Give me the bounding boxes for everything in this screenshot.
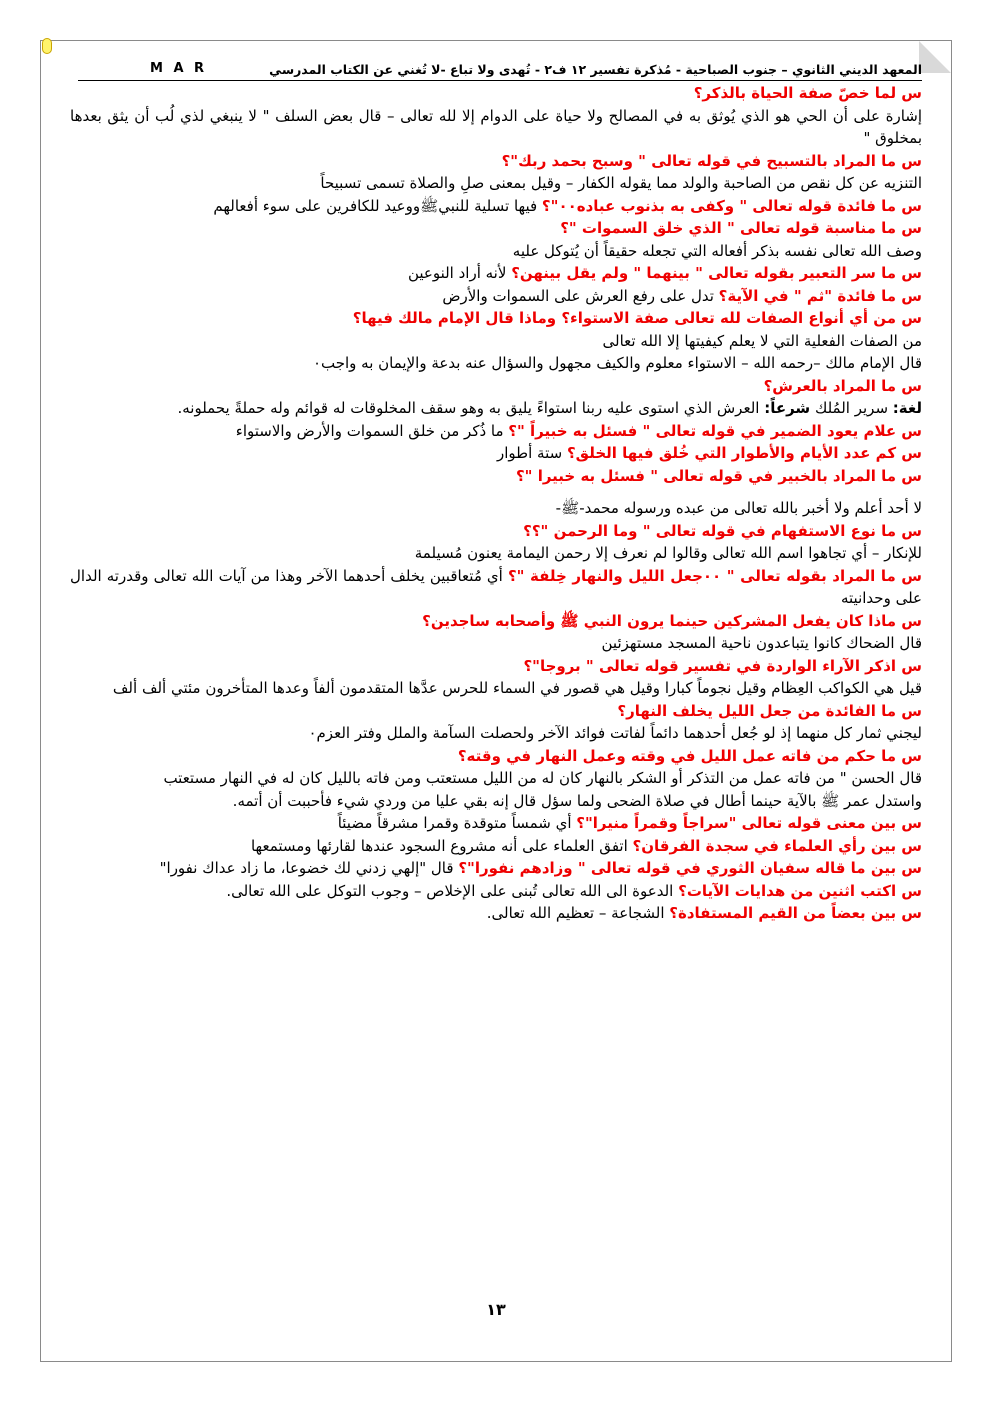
question: س ما نوع الاستفهام في قوله تعالى " وما الرحمن "؟؟ — [523, 521, 922, 540]
answer-continued: قال الإمام مالك –رحمه الله – الاستواء معلوم والكيف مجهول والسؤال عنه بدعة والإيمان به واجب٠ — [312, 354, 922, 372]
question: س ما فائدة "ثم " في الآية؟ — [718, 286, 922, 305]
answer: للإنكار – أي تجاهوا اسم الله تعالى وقالوا لم نعرف إلا رحمن اليمامة يعنون مُسيلمة — [414, 544, 922, 562]
answer: إشارة على أن الحي هو الذي يُوثق به في المصالح ولا حياة على الدوام إلا لله تعالى – قال بعض السلف " لا ينبغي لذي لُب أن يثق بعدها بمخلوق " — [70, 106, 922, 147]
answer: قيل هي الكواكب العِظام وقيل نجوماً كبارا وقيل هي قصور في السماء للحرس عدَّها المتقدمون ألفاً وعدها المتأخرون مئتي ألف ألف — [112, 679, 922, 697]
question: س لما خصّ صفة الحياة بالذكر؟ — [693, 84, 922, 102]
qa-row — [70, 835, 922, 858]
answer: أي مُتعاقبين يخلف أحدهما الآخر وهذا من آيات الله تعالى وقدرته الدال على وحدانيته — [70, 566, 922, 607]
answer: الدعوة الى الله تعالى تُبنى على الإخلاص – وجوب التوكل على الله تعالى. — [226, 881, 679, 900]
term-lugha: لغة: — [892, 399, 922, 417]
answer: قال "إلهي زدني لك خضوعا، ما زاد عداك نفورا" — [159, 859, 459, 877]
answer-continued: واستدل عمر ﷺ بالآية حينما أطال في صلاة الضحى ولما سؤل قال إنه بقي عليا من وردي شيء فأحببت أن أتمه. — [232, 791, 922, 810]
answer: وصف الله تعالى نفسه بذكر أفعاله التي تجعله حقيقاً أن يُتوكل عليه — [512, 241, 922, 260]
qa-row — [70, 442, 922, 465]
answer: الشجاعة – تعظيم الله تعالى. — [486, 904, 670, 922]
qa-row — [70, 812, 922, 835]
answer: من الصفات الفعلية التي لا يعلم كيفيتها إلا الله تعالى — [602, 331, 922, 350]
qa-row — [70, 857, 922, 880]
question: س ما سر التعبير بقوله تعالى " بينهما " ولم يقل بينهن؟ — [511, 264, 922, 282]
question: س ما المراد بقوله تعالى " ٠٠جعل الليل والنهار خِلفة "؟ — [507, 566, 922, 585]
question: س ماذا كان يفعل المشركين حينما يرون النبي ﷺ وأصحابه ساجدين؟ — [422, 611, 922, 630]
page-corner-fold — [919, 41, 951, 73]
question: س بين معنى قوله تعالى "سراجاً وقمراً منيرا"؟ — [576, 814, 922, 832]
question: س ما المراد بالخبير في قوله تعالى " فسئل به خبيرا "؟ — [515, 466, 922, 485]
question: س من أي أنواع الصفات لله تعالى صفة الاستواء؟ وماذا قال الإمام مالك فيها؟ — [352, 309, 922, 327]
header-title: المعهد الديني الثانوي – جنوب الصباحية - مُذكرة تفسير ١٢ ف٢ - تُهدى ولا تباع -لا تُغني عن الكتاب المدرسي — [269, 62, 922, 77]
qa-row — [70, 565, 922, 610]
question: س ما المراد بالتسبيح في قوله تعالى " وسبح بحمد ربك"؟ — [501, 151, 922, 170]
question: س ما الفائدة من جعل الليل يخلف النهار؟ — [617, 701, 922, 720]
answer: ستة أطوار — [497, 444, 567, 462]
answer: تدل على رفع العرش على السموات والأرض — [442, 286, 719, 305]
paperclip-icon — [42, 38, 52, 54]
answer: قال الحسن " من فاته عمل من التذكر أو الشكر بالنهار كان له من الليل مستعتب ومن فاته بالليل كان له في النهار مستعتب — [163, 769, 922, 787]
question: س اذكر الآراء الواردة في تفسير قوله تعالى " بروجا"؟ — [523, 656, 922, 675]
question: س علام يعود الضمير في قوله تعالى " فسئل به خبيراً "؟ — [508, 421, 922, 440]
question: س ما مناسبة قوله تعالى " الذي خلق السموات "؟ — [560, 219, 922, 237]
answer: فيها تسلية للنبيﷺووعيد للكافرين على سوء أفعالهم — [213, 196, 542, 215]
page-header — [78, 60, 922, 81]
qa-row — [70, 285, 922, 308]
question: س كم عدد الأيام والأطوار التي خُلق فيها الخلق؟ — [566, 444, 922, 462]
answer: لأنه أراد النوعين — [407, 264, 512, 282]
question: س ما حكم من فاته عمل الليل في وقته وعمل النهار في وقته؟ — [457, 746, 922, 765]
qa-row — [70, 262, 922, 285]
question: س بين ما قاله سفيان الثوري في قوله تعالى " وزادهم نفورا"؟ — [458, 859, 922, 877]
term-sharan: شرعاً: — [764, 399, 811, 417]
question: س اكتب اثنين من هدايات الآيات؟ — [678, 881, 922, 900]
question: س بين رأي العلماء في سجدة الفرقان؟ — [632, 836, 922, 855]
question: س ما المراد بالعرش؟ — [763, 376, 922, 395]
header-mark: M A R — [150, 61, 208, 76]
qa-row — [70, 420, 922, 443]
qa-content — [70, 82, 922, 925]
qa-row — [70, 195, 922, 218]
answer: قال الضحاك كانوا يتباعدون ناحية المسجد مستهزئين — [601, 634, 922, 652]
question: س ما فائدة قوله تعالى " وكفى به بذنوب عباده٠٠"؟ — [541, 196, 922, 215]
answer: التنزيه عن كل نقص من الصاحبة والولد مما يقوله الكفار – وقيل بمعنى صلِ والصلاة تسمى تسبيحاً — [320, 174, 922, 192]
answer: أي شمساً متوقدة وقمرا مشرقاً مضيئاً — [337, 814, 577, 832]
qa-row — [70, 902, 922, 925]
question: س بين بعضاً من القيم المستفادة؟ — [669, 904, 922, 922]
qa-row — [70, 880, 922, 903]
page-number: ١٣ — [486, 1300, 506, 1319]
answer: لغة: سرير المُلك شرعاً: العرش الذي استوى عليه ربنا استواءً يليق به وهو سقف المخلوقات له قوائم وله حملةً يحملونه. — [177, 399, 922, 417]
answer: ما ذُكر من خلق السموات والأرض والاستواء — [235, 421, 509, 440]
answer: لا أحد أعلم ولا أخبر بالله تعالى من عبده ورسوله محمد-ﷺ- — [555, 499, 922, 517]
answer: اتفق العلماء على أنه مشروع السجود عندها لقارئها ومستمعها — [250, 836, 633, 855]
answer: ليجني ثمار كل منهما إذ لو جُعل أحدهما دائماً لفاتت فوائد الآخر ولحصلت السآمة والملل وفتر العزم٠ — [308, 724, 922, 742]
